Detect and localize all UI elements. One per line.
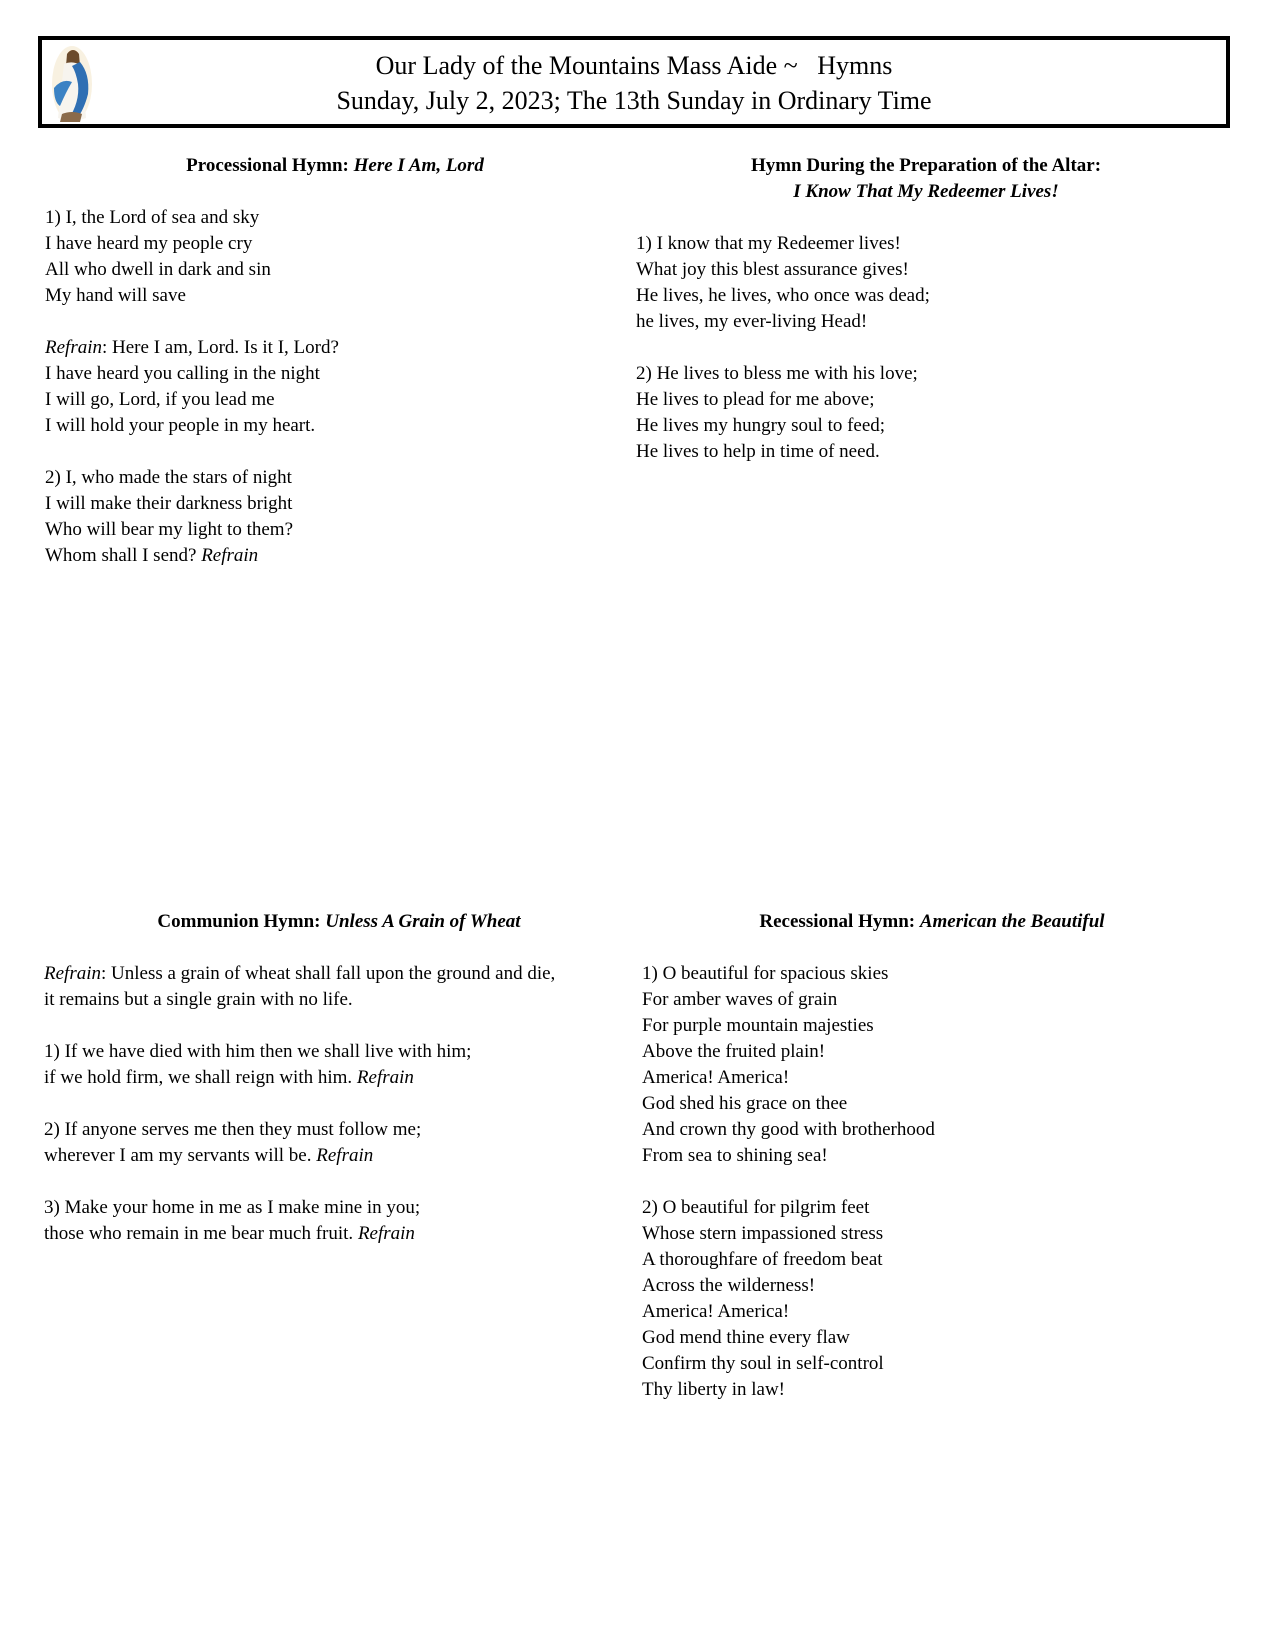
lyric-line: 2) I, who made the stars of night (45, 467, 292, 488)
lyric-line: He lives to plead for me above; (636, 389, 875, 410)
lyric-line: 1) I know that my Redeemer lives! (636, 233, 901, 254)
lyric-text: if we hold firm, we shall reign with him. (44, 1067, 357, 1088)
lyric-line: 2) O beautiful for pilgrim feet (642, 1197, 870, 1218)
lyric-line: 2) He lives to bless me with his love; (636, 363, 918, 384)
lyric-line: I will go, Lord, if you lead me (45, 389, 275, 410)
lyric-text: wherever I am my servants will be. (44, 1145, 317, 1166)
preparation-verse-2 (636, 361, 1216, 465)
preparation-hymn-section (636, 153, 1216, 491)
refrain-text: : Unless a grain of wheat shall fall upon the ground and die, (101, 963, 556, 984)
recessional-song-name: American the Beautiful (919, 911, 1105, 932)
lyric-line: 1) I, the Lord of sea and sky (45, 207, 260, 228)
preparation-label: Hymn During the Preparation of the Altar: (750, 155, 1102, 176)
preparation-song-name: I Know That My Redeemer Lives! (793, 181, 1059, 202)
recessional-label: Recessional Hymn: (759, 911, 920, 932)
lyric-line: 1) If we have died with him then we shall live with him; (44, 1041, 472, 1062)
communion-hymn-title (44, 909, 634, 935)
header-box (38, 36, 1230, 128)
lyric-line: Whose stern impassioned stress (642, 1223, 884, 1244)
header-title-line2: Sunday, July 2, 2023; The 13th Sunday in Ordinary Time (336, 86, 932, 115)
lyric-line: Above the fruited plain! (642, 1041, 826, 1062)
communion-refrain (44, 961, 634, 1013)
preparation-verse-1 (636, 231, 1216, 335)
refrain-label: Refrain (356, 1067, 414, 1088)
lyric-line: America! America! (642, 1301, 790, 1322)
lyric-line: I will hold your people in my heart. (45, 415, 316, 436)
communion-verse-2 (44, 1117, 634, 1169)
lyric-line: I have heard you calling in the night (45, 363, 320, 384)
lyric-line (44, 1143, 634, 1169)
recessional-hymn-section (642, 909, 1222, 1429)
lyric-text: those who remain in me bear much fruit. (44, 1223, 358, 1244)
processional-hymn-title (45, 153, 625, 179)
recessional-hymn-title (642, 909, 1222, 935)
lyric-line: For purple mountain majesties (642, 1015, 874, 1036)
refrain-label: Refrain (44, 963, 101, 984)
lyric-line: it remains but a single grain with no life. (44, 989, 353, 1010)
lyric-line: 3) Make your home in me as I make mine in you; (44, 1197, 421, 1218)
header-title-line1: Our Lady of the Mountains Mass Aide ~ Hymns (375, 51, 893, 80)
lyric-line: From sea to shining sea! (642, 1145, 828, 1166)
refrain-label: Refrain (201, 545, 259, 566)
lyric-line: Across the wilderness! (642, 1275, 816, 1296)
communion-verse-3 (44, 1195, 634, 1247)
lyric-line: He lives to help in time of need. (636, 441, 880, 462)
processional-label: Processional Hymn: (186, 155, 354, 176)
lyric-line: 1) O beautiful for spacious skies (642, 963, 889, 984)
lyric-line: My hand will save (45, 285, 186, 306)
lyric-line: he lives, my ever-living Head! (636, 311, 868, 332)
lyric-line: God mend thine every flaw (642, 1327, 850, 1348)
processional-verse-1 (45, 205, 625, 309)
lyric-line: A thoroughfare of freedom beat (642, 1249, 883, 1270)
lyric-line (44, 1221, 634, 1247)
recessional-verse-1 (642, 961, 1222, 1169)
lyric-line: 2) If anyone serves me then they must follow me; (44, 1119, 422, 1140)
communion-song-name: Unless A Grain of Wheat (325, 911, 521, 932)
lyric-line: Confirm thy soul in self-control (642, 1353, 884, 1374)
processional-hymn-section (45, 153, 625, 595)
refrain-label: Refrain (357, 1223, 415, 1244)
lyric-line (45, 543, 625, 569)
preparation-hymn-title (636, 153, 1216, 205)
lyric-line (44, 1065, 634, 1091)
recessional-verse-2 (642, 1195, 1222, 1403)
lyric-text: Whom shall I send? (45, 545, 202, 566)
lyric-line: All who dwell in dark and sin (45, 259, 271, 280)
lyric-line: I will make their darkness bright (45, 493, 293, 514)
lyric-line: Thy liberty in law! (642, 1379, 785, 1400)
lyric-line: I have heard my people cry (45, 233, 253, 254)
refrain-text: : Here I am, Lord. Is it I, Lord? (102, 337, 339, 358)
processional-verse-2 (45, 465, 625, 569)
lyric-line (45, 335, 625, 361)
lyric-line: He lives, he lives, who once was dead; (636, 285, 930, 306)
lyric-line: God shed his grace on thee (642, 1093, 848, 1114)
lyric-line: Who will bear my light to them? (45, 519, 294, 540)
lyric-line: For amber waves of grain (642, 989, 838, 1010)
lyric-line: America! America! (642, 1067, 790, 1088)
lyric-line: What joy this blest assurance gives! (636, 259, 909, 280)
communion-label: Communion Hymn: (157, 911, 326, 932)
refrain-label: Refrain (45, 337, 102, 358)
communion-hymn-section (44, 909, 634, 1273)
lyric-line: He lives my hungry soul to feed; (636, 415, 886, 436)
lyric-line: And crown thy good with brotherhood (642, 1119, 935, 1140)
processional-refrain (45, 335, 625, 439)
communion-verse-1 (44, 1039, 634, 1091)
processional-song-name: Here I Am, Lord (353, 155, 484, 176)
refrain-label: Refrain (316, 1145, 374, 1166)
lyric-line (44, 961, 634, 987)
